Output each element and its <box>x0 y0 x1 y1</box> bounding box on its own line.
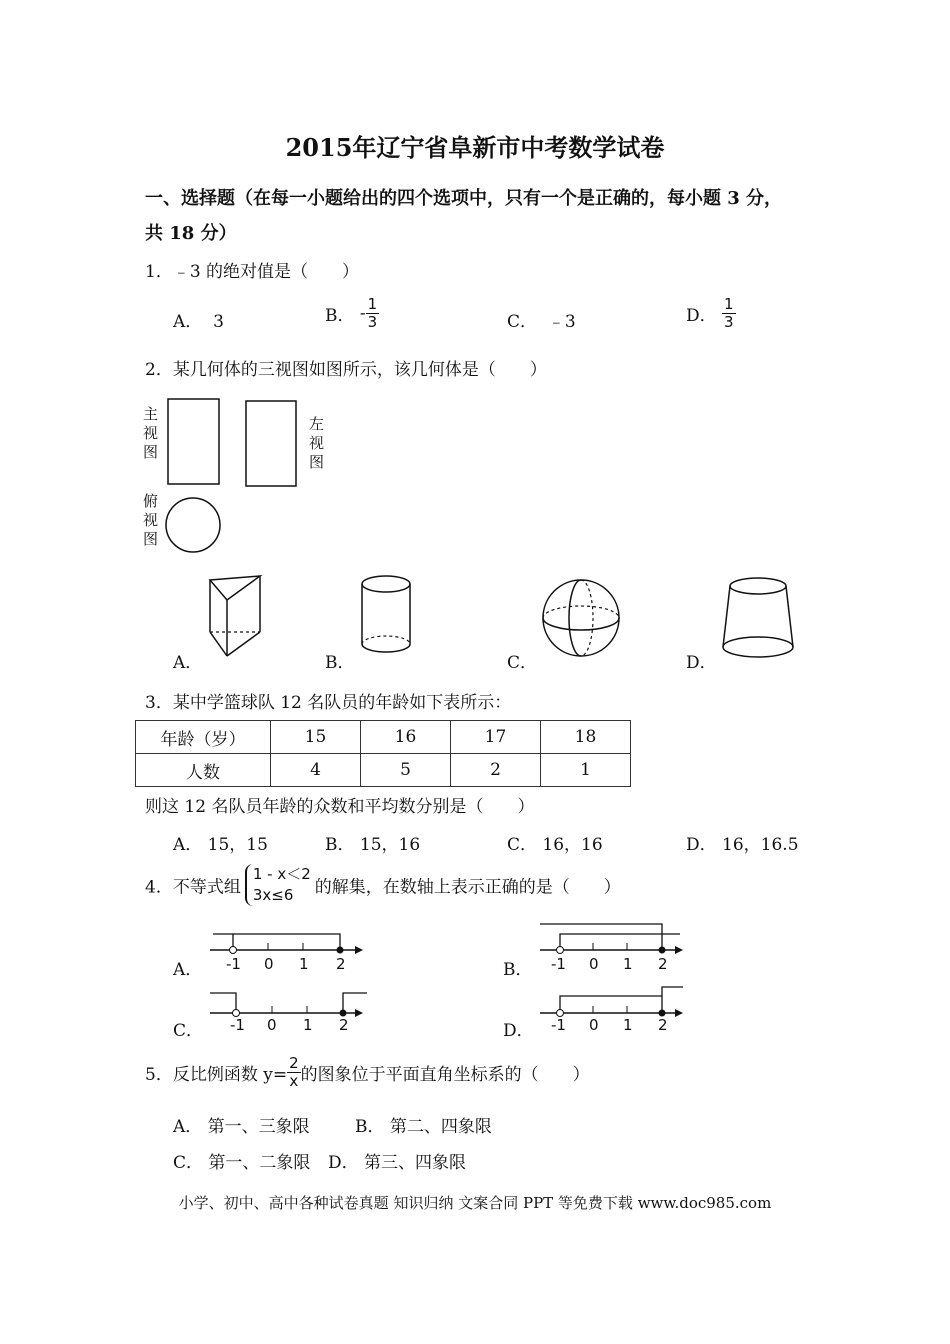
table-cell: 4 <box>271 754 361 787</box>
q2-option-c: C． <box>507 653 538 673</box>
q1-option-c: C． ﹣3 <box>507 312 576 332</box>
sphere-figure <box>538 573 628 663</box>
q5-option-c: C． 第一、二象限 <box>173 1153 311 1173</box>
q5-stem: 5．反比例函数 y= $\frac{2}{x}$ 的图象位于平面直角坐标系的（ ） <box>145 1054 590 1090</box>
q2-option-b: B． <box>325 653 355 673</box>
q1-stem: 1．﹣3 的绝对值是（ ） <box>145 262 360 282</box>
front-view-label: 主视图 <box>143 405 159 461</box>
q1-option-d: D． $\frac{1}{3}$ <box>686 295 734 331</box>
q5-option-a: A． 第一、三象限 <box>173 1117 310 1137</box>
tick-label: 1 <box>299 955 309 973</box>
q4-option-b: B． <box>503 960 533 980</box>
q1-d-fraction: $\frac{1}{3}$ <box>724 295 734 331</box>
q3-option-a: A． 15，15 <box>173 835 268 855</box>
q1-b-fraction: $\frac{1}{3}$ <box>367 295 378 331</box>
front-view-rect <box>168 399 219 484</box>
left-view-rect <box>246 401 296 486</box>
tick-label: -1 <box>226 955 241 973</box>
tick-label: 0 <box>267 1016 277 1034</box>
top-view-circle <box>166 498 220 552</box>
q3-option-c: C． 16，16 <box>507 835 603 855</box>
left-view-label: 左视图 <box>309 415 325 471</box>
section-heading-line2: 共 18 分） <box>145 223 237 244</box>
table-cell: 15 <box>271 721 361 754</box>
table-cell: 1 <box>541 754 631 787</box>
q1-option-a: A． 3 <box>173 312 224 332</box>
tick-label: -1 <box>551 1016 566 1034</box>
table-cell: 17 <box>451 721 541 754</box>
q4-option-a: A． <box>173 960 203 980</box>
frustum-figure <box>718 572 798 662</box>
q1-option-b: B． - $\frac{1}{3}$ <box>325 295 378 331</box>
q3-stem: 3．某中学篮球队 12 名队员的年龄如下表所示： <box>145 693 512 713</box>
table-cell: 18 <box>541 721 631 754</box>
q4-option-c: C． <box>173 1021 204 1041</box>
q3-question: 则这 12 名队员年龄的众数和平均数分别是（ ） <box>145 797 535 817</box>
section-heading-line1: 一、选择题（在每一小题给出的四个选项中，只有一个是正确的，每小题 3 分， <box>145 188 783 209</box>
tick-label: 2 <box>339 1016 349 1034</box>
table-row <box>136 721 631 754</box>
q2-option-d: D． <box>686 653 717 673</box>
tick-label: 2 <box>658 1016 668 1034</box>
table-cell: 16 <box>361 721 451 754</box>
q5-option-d: D． 第三、四象限 <box>328 1153 467 1173</box>
tick-label: -1 <box>551 955 566 973</box>
exam-title: 2015年辽宁省阜新市中考数学试卷 <box>285 133 665 162</box>
tick-label: 0 <box>589 955 599 973</box>
q4-option-d: D． <box>503 1021 534 1041</box>
cylinder-figure <box>356 572 418 660</box>
table-cell: 5 <box>361 754 451 787</box>
tick-label: 1 <box>623 955 633 973</box>
footer-note: 小学、初中、高中各种试卷真题 知识归纳 文案合同 PPT 等免费下载 www.doc985.com <box>178 1194 772 1212</box>
q2-option-a: A． <box>173 653 203 673</box>
table-cell: 人数 <box>136 754 271 787</box>
inequality-system: 1 - x＜2 3x≤6 <box>245 864 311 906</box>
tick-label: 1 <box>303 1016 313 1034</box>
age-table <box>135 720 631 787</box>
tick-label: -1 <box>230 1016 245 1034</box>
table-row <box>136 754 631 787</box>
q4-stem: 4．不等式组 1 - x＜2 3x≤6 的解集，在数轴上表示正确的是（ ） <box>145 865 621 904</box>
table-cell: 年龄（岁） <box>136 721 271 754</box>
tick-label: 2 <box>336 955 346 973</box>
table-cell: 2 <box>451 754 541 787</box>
tick-label: 2 <box>658 955 668 973</box>
q5-option-b: B． 第二、四象限 <box>355 1117 492 1137</box>
triangular-prism-figure <box>205 572 270 662</box>
tick-label: 0 <box>264 955 274 973</box>
top-view-label: 俯视图 <box>143 492 159 548</box>
tick-label: 1 <box>623 1016 633 1034</box>
q5-fraction: $\frac{2}{x}$ <box>289 1054 299 1090</box>
q2-stem: 2．某几何体的三视图如图所示，该几何体是（ ） <box>145 360 547 380</box>
q3-option-b: B． 15，16 <box>325 835 421 855</box>
tick-label: 0 <box>589 1016 599 1034</box>
q3-option-d: D． 16，16.5 <box>686 835 799 855</box>
